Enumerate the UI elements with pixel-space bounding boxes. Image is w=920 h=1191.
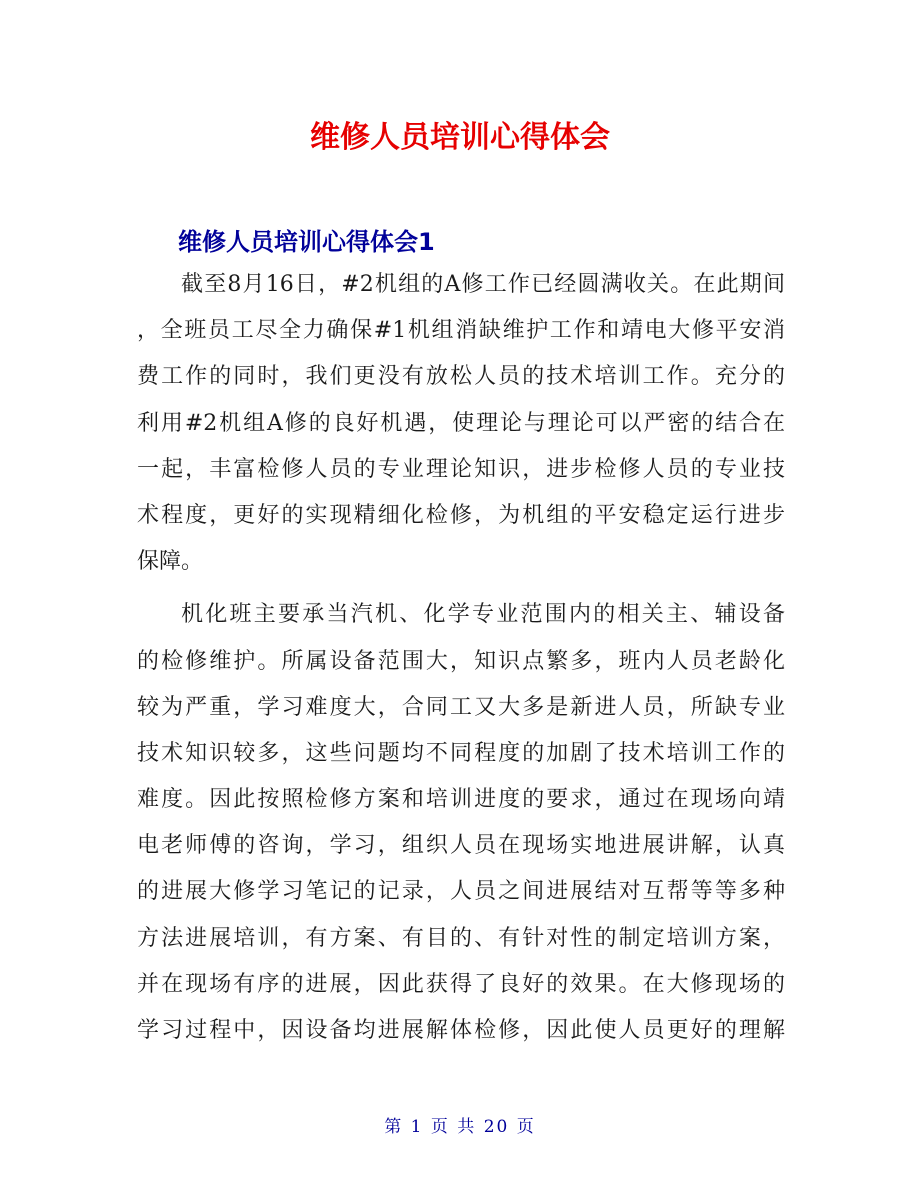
text-line: 的检修维护。所属设备范围大，知识点繁多，班内人员老龄化 (137, 648, 785, 674)
section-heading: 维修人员培训心得体会1 (178, 228, 435, 256)
text-line: 较为严重，学习难度大，合同工又大多是新进人员，所缺专业 (137, 694, 785, 720)
text-line: 费工作的同时，我们更没有放松人员的技术培训工作。充分的 (137, 364, 785, 390)
text-line: 并在现场有序的进展，因此获得了良好的效果。在大修现场的 (137, 971, 785, 997)
text-line: 保障。 (137, 549, 204, 575)
text-line: 截至8月16日，#2机组的A修工作已经圆满收关。在此期间 (181, 272, 785, 297)
text-line: 电老师傅的咨询，学习，组织人员在现场实地进展讲解，认真 (137, 833, 785, 859)
document-body (137, 262, 785, 1061)
paragraph (137, 262, 785, 585)
text-line: 难度。因此按照检修方案和培训进度的要求，通过在现场向靖 (137, 787, 785, 813)
text-line: 学习过程中，因设备均进展解体检修，因此使人员更好的理解 (137, 1018, 785, 1043)
text-line: 的进展大修学习笔记的记录，人员之间进展结对互帮等等多种 (137, 879, 785, 905)
text-line: 一起，丰富检修人员的专业理论知识，进步检修人员的专业技 (137, 456, 785, 482)
text-line: 利用#2机组A修的良好机遇，使理论与理论可以严密的结合在 (137, 410, 785, 436)
text-line: 术程度，更好的实现精细化检修，为机组的平安稳定运行进步 (137, 502, 785, 528)
text-line: 机化班主要承当汽机、化学专业范围内的相关主、辅设备 (181, 602, 785, 628)
text-line: ，全班员工尽全力确保#1机组消缺维护工作和靖电大修平安消 (137, 318, 785, 344)
paragraph (137, 592, 785, 1054)
page-footer: 第 1 页 共 20 页 (384, 1117, 536, 1137)
text-line: 技术知识较多，这些问题均不同程度的加剧了技术培训工作的 (137, 740, 785, 766)
text-line: 方法进展培训，有方案、有目的、有针对性的制定培训方案， (137, 925, 785, 951)
document-title: 维修人员培训心得体会 (310, 120, 610, 155)
